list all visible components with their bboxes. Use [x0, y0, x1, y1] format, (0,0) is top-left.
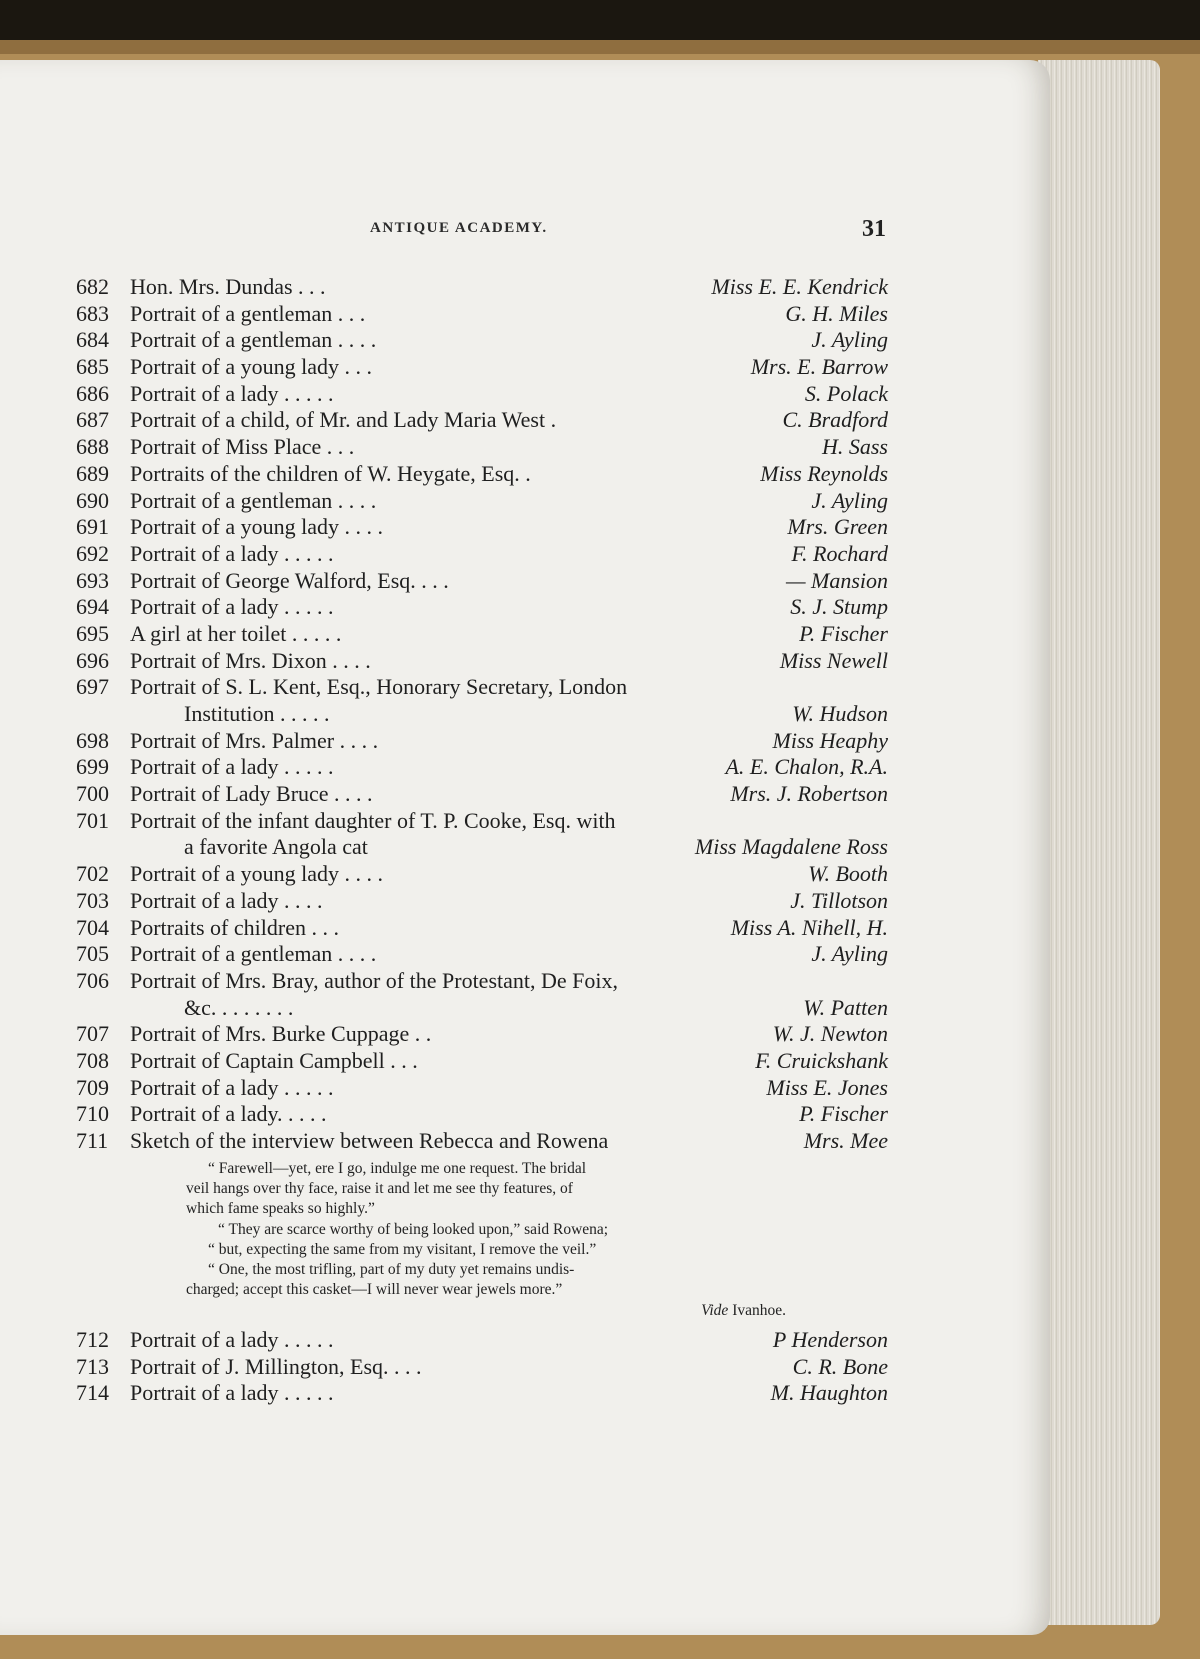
page-header: [0, 216, 890, 246]
entry-description: a favorite Angola cat: [184, 834, 368, 860]
catalogue-entry: [76, 381, 888, 408]
entry-description: Portrait of a lady . . . . .: [130, 1074, 334, 1100]
entry-list-a: [76, 274, 888, 1155]
entry-description: Portrait of J. Millington, Esq. . . .: [130, 1353, 422, 1379]
entry-number: 689: [76, 460, 109, 486]
catalogue-entry: [76, 1354, 888, 1381]
entry-description: Portrait of a lady . . . . .: [130, 540, 334, 566]
entry-description: Hon. Mrs. Dundas . . .: [130, 274, 326, 299]
entry-description: Portrait of Miss Place . . .: [130, 434, 355, 460]
entry-artist: S. J. Stump: [790, 594, 888, 620]
entry-description: Portrait of a lady . . . .: [130, 887, 323, 913]
entry-artist: Mrs. E. Barrow: [750, 354, 888, 380]
entry-artist: W. Hudson: [792, 701, 888, 726]
entry-number: 712: [76, 1327, 109, 1353]
entry-description: Portrait of Mrs. Burke Cuppage . .: [130, 1021, 432, 1047]
catalogue-entry: [76, 461, 888, 488]
entry-artist: Miss Reynolds: [760, 460, 888, 486]
entry-artist: P. Fischer: [799, 1101, 888, 1127]
entry-description: Portrait of a lady . . . . .: [130, 380, 334, 406]
entry-artist: Miss E. Jones: [766, 1074, 888, 1100]
entry-number: 701: [76, 807, 109, 833]
entry-description: A girl at her toilet . . . . .: [130, 620, 342, 646]
entry-description: Portrait of Mrs. Dixon . . . .: [130, 647, 371, 673]
page-edges: [1038, 60, 1160, 1625]
catalogue-entry: [76, 301, 888, 328]
catalogue-entry: [76, 941, 888, 968]
entry-artist: J. Tillotson: [790, 887, 888, 913]
entry-number: 690: [76, 487, 109, 513]
entry-number: 711: [76, 1128, 109, 1153]
entry-number: 710: [76, 1101, 109, 1127]
entry-artist: M. Haughton: [770, 1380, 888, 1406]
entry-description: Portrait of a lady . . . . .: [130, 1327, 334, 1353]
entry-description: Portraits of the children of W. Heygate, Esq. .: [130, 460, 531, 486]
catalogue-entry: [76, 728, 888, 755]
page-number: 31: [862, 216, 886, 242]
entry-artist: Miss E. E. Kendrick: [711, 274, 888, 299]
book-cover-edge: [0, 40, 1200, 54]
entry-description: &c. . . . . . . .: [184, 994, 294, 1020]
entry-description: Portrait of the infant daughter of T. P. Cooke, Esq. with: [130, 807, 616, 833]
entry-description: Portrait of a lady . . . . .: [130, 594, 334, 620]
vide-source: Ivanhoe.: [732, 1301, 786, 1319]
entry-artist: F. Cruickshank: [755, 1047, 888, 1073]
catalogue-entry: [76, 808, 888, 835]
vide-word: Vide: [701, 1301, 729, 1319]
entry-number: 686: [76, 380, 109, 406]
catalogue-entry: [76, 568, 888, 595]
entry-number: 709: [76, 1074, 109, 1100]
catalogue-entry: [76, 354, 888, 381]
entry-artist: W. J. Newton: [772, 1021, 888, 1047]
quote-line: charged; accept this casket—I will never wear jewels more.”: [186, 1281, 563, 1299]
quote-source: [186, 1301, 786, 1321]
entry-description: Portrait of a young lady . . .: [130, 354, 372, 380]
entry-number: 706: [76, 967, 109, 993]
quote-line: which fame speaks so highly.”: [186, 1200, 375, 1218]
entry-number: 704: [76, 914, 109, 940]
catalogue-entry: [76, 648, 888, 675]
entry-description: Portrait of a gentleman . . .: [130, 300, 366, 326]
entry-description: Institution . . . . .: [184, 701, 330, 726]
catalogue-entry: [76, 594, 888, 621]
quote-line: “ They are scarce worthy of being looked upon,” said Rowena;: [218, 1220, 609, 1238]
catalogue-entry: [76, 1048, 888, 1075]
entry-artist: C. Bradford: [782, 407, 888, 433]
entry-artist: S. Polack: [804, 380, 888, 406]
catalogue-entry: [76, 514, 888, 541]
entry-artist: J. Ayling: [811, 941, 888, 967]
entry-number: 685: [76, 354, 109, 380]
entry-number: 682: [76, 274, 109, 299]
entry-number: 687: [76, 407, 109, 433]
entry-number: 694: [76, 594, 109, 620]
entry-description: Portrait of a young lady . . . .: [130, 514, 383, 540]
catalogue-entry: [76, 701, 888, 728]
entry-number: 713: [76, 1353, 109, 1379]
entry-artist: Miss A. Nihell, H.: [730, 914, 888, 940]
entry-artist: Miss Heaphy: [772, 727, 888, 753]
entry-number: 688: [76, 434, 109, 460]
entry-number: 702: [76, 861, 109, 887]
entry-description: Portrait of a young lady . . . .: [130, 861, 383, 887]
catalogue-entry: [76, 968, 888, 995]
entry-list-b: [76, 1327, 888, 1407]
entry-artist: F. Rochard: [791, 540, 888, 566]
entry-number: 707: [76, 1021, 109, 1047]
entry-description: Portrait of Mrs. Bray, author of the Protestant, De Foix,: [130, 967, 618, 993]
catalogue-entry: [76, 407, 888, 434]
entry-artist: W. Booth: [808, 861, 888, 887]
catalogue-entry: [76, 1128, 888, 1155]
entry-artist: Mrs. J. Robertson: [730, 781, 888, 807]
entry-number: 699: [76, 754, 109, 780]
catalogue-entry: [76, 1380, 888, 1407]
entry-artist: W. Patten: [803, 994, 888, 1020]
entry-artist: Miss Magdalene Ross: [694, 834, 888, 860]
catalogue-entry: [76, 488, 888, 515]
entry-number: 695: [76, 620, 109, 646]
entry-artist: Mrs. Mee: [803, 1128, 888, 1153]
catalogue-entry: [76, 274, 888, 301]
entry-description: Portrait of a gentleman . . . .: [130, 941, 377, 967]
catalogue-entry: [76, 888, 888, 915]
catalogue-entry: [76, 781, 888, 808]
quote-line: “ One, the most trifling, part of my duty yet remains undis-: [208, 1261, 575, 1279]
entry-number: 698: [76, 727, 109, 753]
entry-description: Portrait of a gentleman . . . .: [130, 327, 377, 353]
entry-artist: H. Sass: [821, 434, 888, 460]
catalogue-entry: [76, 674, 888, 701]
catalogue-entry: [76, 834, 888, 861]
entry-number: 692: [76, 540, 109, 566]
entry-artist: A. E. Chalon, R.A.: [725, 754, 888, 780]
entry-description: Portrait of a lady . . . . .: [130, 1380, 334, 1406]
entry-artist: P. Fischer: [799, 620, 888, 646]
entry-description: Portrait of Mrs. Palmer . . . .: [130, 727, 379, 753]
entry-description: Portrait of a gentleman . . . .: [130, 487, 377, 513]
entry-number: 696: [76, 647, 109, 673]
entry-artist: — Mansion: [785, 567, 888, 593]
entry-artist: Miss Newell: [779, 647, 888, 673]
entry-description: Sketch of the interview between Rebecca and Rowena: [130, 1128, 609, 1153]
catalogue-entry: [76, 434, 888, 461]
entry-number: 697: [76, 674, 109, 700]
catalogue-entry: [76, 1101, 888, 1128]
catalogue-entry: [76, 995, 888, 1022]
ivanhoe-quotation: [186, 1155, 786, 1327]
catalogue-entries: [76, 274, 888, 1407]
entry-artist: J. Ayling: [811, 327, 888, 353]
catalogue-entry: [76, 1327, 888, 1354]
entry-description: Portrait of Lady Bruce . . . .: [130, 781, 373, 807]
entry-number: 700: [76, 781, 109, 807]
entry-description: Portrait of Captain Campbell . . .: [130, 1047, 418, 1073]
catalogue-entry: [76, 621, 888, 648]
entry-number: 714: [76, 1380, 109, 1406]
entry-description: Portrait of George Walford, Esq. . . .: [130, 567, 449, 593]
entry-number: 691: [76, 514, 109, 540]
quote-line: “ Farewell—yet, ere I go, indulge me one request. The bridal: [208, 1159, 587, 1177]
catalogue-entry: [76, 1075, 888, 1102]
entry-number: 683: [76, 300, 109, 326]
entry-description: Portrait of a lady. . . . .: [130, 1101, 327, 1127]
entry-artist: P Henderson: [772, 1327, 888, 1353]
catalogue-entry: [76, 754, 888, 781]
entry-artist: G. H. Miles: [785, 300, 888, 326]
quote-line: veil hangs over thy face, raise it and let me see thy features, of: [186, 1179, 573, 1197]
catalogue-entry: [76, 327, 888, 354]
entry-artist: J. Ayling: [811, 487, 888, 513]
entry-number: 703: [76, 887, 109, 913]
entry-number: 684: [76, 327, 109, 353]
running-title: ANTIQUE ACADEMY.: [370, 220, 548, 236]
entry-description: Portraits of children . . .: [130, 914, 339, 940]
entry-artist: C. R. Bone: [792, 1353, 888, 1379]
entry-artist: Mrs. Green: [787, 514, 888, 540]
entry-description: Portrait of S. L. Kent, Esq., Honorary Secretary, London: [130, 674, 628, 700]
entry-description: Portrait of a child, of Mr. and Lady Maria West .: [130, 407, 557, 433]
catalogue-entry: [76, 541, 888, 568]
entry-number: 693: [76, 567, 109, 593]
quote-line: “ but, expecting the same from my visitant, I remove the veil.”: [208, 1240, 597, 1258]
entry-description: Portrait of a lady . . . . .: [130, 754, 334, 780]
catalogue-entry: [76, 861, 888, 888]
catalogue-entry: [76, 1021, 888, 1048]
catalogue-entry: [76, 915, 888, 942]
entry-number: 705: [76, 941, 109, 967]
entry-number: 708: [76, 1047, 109, 1073]
